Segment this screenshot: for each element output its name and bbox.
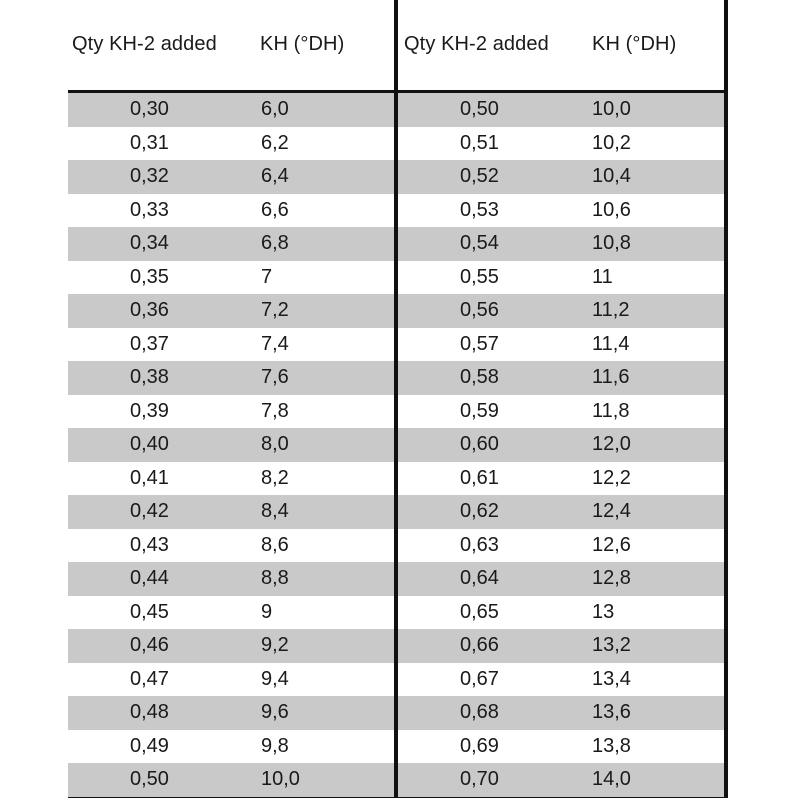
cell-left-kh: 9,4	[261, 667, 289, 690]
cell-right-qty: 0,52	[460, 165, 499, 187]
row-band-left	[68, 763, 394, 797]
cell-left-qty: 0,42	[130, 500, 169, 522]
cell-left-kh: 7,2	[261, 299, 289, 321]
cell-right-kh: 11,8	[592, 399, 630, 422]
cell-right-qty: 0,55	[460, 265, 499, 288]
cell-left-qty: 0,39	[130, 399, 169, 422]
cell-right-kh: 10,2	[592, 131, 631, 154]
cell-left-qty: 0,33	[130, 198, 169, 221]
cell-right-kh: 10,8	[592, 232, 631, 254]
table-row	[68, 763, 724, 797]
cell-right-kh: 11	[592, 265, 613, 288]
cell-right-qty: 0,56	[460, 299, 499, 321]
cell-right-kh: 10,4	[592, 165, 631, 187]
row-band-right	[398, 328, 724, 362]
cell-left-qty: 0,38	[130, 366, 169, 388]
cell-left-kh: 9,8	[261, 734, 289, 757]
table-row	[68, 361, 724, 395]
row-band-left	[68, 529, 394, 563]
row-band-left	[68, 428, 394, 462]
cell-left-kh: 8,6	[261, 533, 289, 556]
cell-left-qty: 0,31	[130, 131, 169, 154]
cell-left-kh: 6,6	[261, 198, 289, 221]
cell-left-qty: 0,41	[130, 466, 169, 489]
cell-left-qty: 0,36	[130, 299, 169, 321]
table-row	[68, 93, 724, 127]
table-row	[68, 428, 724, 462]
row-band-left	[68, 328, 394, 362]
cell-left-kh: 8,2	[261, 466, 289, 489]
cell-left-qty: 0,32	[130, 165, 169, 187]
cell-right-qty: 0,51	[460, 131, 499, 154]
row-band-right	[398, 127, 724, 161]
header-right-qty: Qty KH-2 added	[404, 33, 549, 55]
table-row	[68, 629, 724, 663]
cell-right-kh: 12,4	[592, 500, 631, 522]
cell-right-qty: 0,63	[460, 533, 499, 556]
cell-right-kh: 12,2	[592, 466, 631, 489]
cell-right-qty: 0,67	[460, 667, 499, 690]
table-body	[68, 93, 724, 797]
row-band-right	[398, 663, 724, 697]
cell-left-qty: 0,43	[130, 533, 169, 556]
table-row	[68, 529, 724, 563]
cell-left-qty: 0,48	[130, 701, 169, 723]
row-band-left	[68, 93, 394, 127]
cell-right-kh: 11,2	[592, 299, 630, 321]
header-left-qty: Qty KH-2 added	[72, 33, 217, 55]
cell-right-qty: 0,58	[460, 366, 499, 388]
cell-right-qty: 0,66	[460, 634, 499, 656]
row-band-right	[398, 395, 724, 429]
cell-right-kh: 13,6	[592, 701, 631, 723]
cell-left-kh: 10,0	[261, 768, 300, 790]
cell-left-kh: 9,6	[261, 701, 289, 723]
cell-right-qty: 0,59	[460, 399, 499, 422]
row-band-right	[398, 93, 724, 127]
row-band-left	[68, 562, 394, 596]
cell-right-qty: 0,70	[460, 768, 499, 790]
table-row	[68, 495, 724, 529]
row-band-left	[68, 127, 394, 161]
table-row	[68, 194, 724, 228]
header-left-kh: KH (°DH)	[260, 33, 345, 55]
row-band-left	[68, 596, 394, 630]
cell-left-kh: 7	[261, 265, 273, 288]
cell-right-qty: 0,65	[460, 600, 499, 623]
table-row	[68, 730, 724, 764]
table-row	[68, 562, 724, 596]
cell-right-qty: 0,69	[460, 734, 499, 757]
cell-left-kh: 6,8	[261, 232, 289, 254]
row-band-right	[398, 562, 724, 596]
table-row	[68, 261, 724, 295]
table-row	[68, 596, 724, 630]
cell-right-kh: 14,0	[592, 768, 631, 790]
row-band-right	[398, 462, 724, 496]
cell-right-kh: 13	[592, 600, 615, 623]
cell-right-kh: 11,4	[592, 332, 630, 355]
table-row	[68, 395, 724, 429]
cell-left-qty: 0,44	[130, 567, 169, 589]
cell-right-kh: 11,6	[592, 366, 630, 388]
cell-left-qty: 0,49	[130, 734, 169, 757]
row-band-right	[398, 261, 724, 295]
cell-left-qty: 0,30	[130, 98, 169, 120]
row-band-right	[398, 696, 724, 730]
cell-right-kh: 10,6	[592, 198, 631, 221]
cell-right-qty: 0,57	[460, 332, 499, 355]
row-band-right	[398, 194, 724, 228]
row-band-left	[68, 261, 394, 295]
table-row	[68, 328, 724, 362]
cell-right-kh: 13,8	[592, 734, 631, 757]
cell-right-qty: 0,50	[460, 98, 499, 120]
cell-right-qty: 0,60	[460, 433, 499, 455]
cell-left-qty: 0,45	[130, 600, 169, 623]
row-band-right	[398, 227, 724, 261]
row-band-right	[398, 596, 724, 630]
row-band-right	[398, 361, 724, 395]
cell-left-kh: 8,0	[261, 433, 289, 455]
cell-left-qty: 0,47	[130, 667, 169, 690]
row-band-left	[68, 663, 394, 697]
cell-left-kh: 6,2	[261, 131, 289, 154]
header-right-kh: KH (°DH)	[592, 33, 677, 55]
cell-right-qty: 0,61	[460, 466, 499, 489]
row-band-left	[68, 395, 394, 429]
cell-left-kh: 7,6	[261, 366, 289, 388]
cell-right-qty: 0,53	[460, 198, 499, 221]
table-row	[68, 696, 724, 730]
row-band-right	[398, 495, 724, 529]
cell-left-qty: 0,34	[130, 232, 169, 254]
row-band-left	[68, 462, 394, 496]
row-band-right	[398, 529, 724, 563]
cell-right-qty: 0,54	[460, 232, 499, 254]
cell-left-qty: 0,37	[130, 332, 169, 355]
row-band-right	[398, 294, 724, 328]
table-row	[68, 160, 724, 194]
cell-right-qty: 0,68	[460, 701, 499, 723]
cell-right-kh: 13,4	[592, 667, 631, 690]
cell-left-kh: 8,4	[261, 500, 289, 522]
cell-left-qty: 0,50	[130, 768, 169, 790]
cell-right-kh: 12,0	[592, 433, 631, 455]
table-row	[68, 462, 724, 496]
cell-right-kh: 12,6	[592, 533, 631, 556]
cell-left-kh: 7,4	[261, 332, 289, 355]
cell-left-kh: 8,8	[261, 567, 289, 589]
cell-right-qty: 0,62	[460, 500, 499, 522]
row-band-left	[68, 361, 394, 395]
cell-left-kh: 9,2	[261, 634, 289, 656]
row-band-left	[68, 696, 394, 730]
table-row	[68, 663, 724, 697]
row-band-right	[398, 629, 724, 663]
row-band-left	[68, 160, 394, 194]
row-band-left	[68, 629, 394, 663]
cell-left-kh: 6,4	[261, 165, 289, 187]
row-band-right	[398, 730, 724, 764]
cell-left-qty: 0,35	[130, 265, 169, 288]
cell-right-kh: 12,8	[592, 567, 631, 589]
cell-right-qty: 0,64	[460, 567, 499, 589]
row-band-right	[398, 763, 724, 797]
table-row	[68, 227, 724, 261]
cell-left-kh: 9	[261, 600, 273, 623]
row-band-right	[398, 428, 724, 462]
cell-right-kh: 10,0	[592, 98, 631, 120]
table-row	[68, 127, 724, 161]
row-band-left	[68, 730, 394, 764]
cell-left-kh: 7,8	[261, 399, 289, 422]
cell-right-kh: 13,2	[592, 634, 631, 656]
row-band-left	[68, 294, 394, 328]
cell-left-qty: 0,46	[130, 634, 169, 656]
table-row	[68, 294, 724, 328]
row-band-left	[68, 227, 394, 261]
row-band-left	[68, 495, 394, 529]
row-band-left	[68, 194, 394, 228]
cell-left-kh: 6,0	[261, 98, 289, 120]
row-band-right	[398, 160, 724, 194]
cell-left-qty: 0,40	[130, 433, 169, 455]
